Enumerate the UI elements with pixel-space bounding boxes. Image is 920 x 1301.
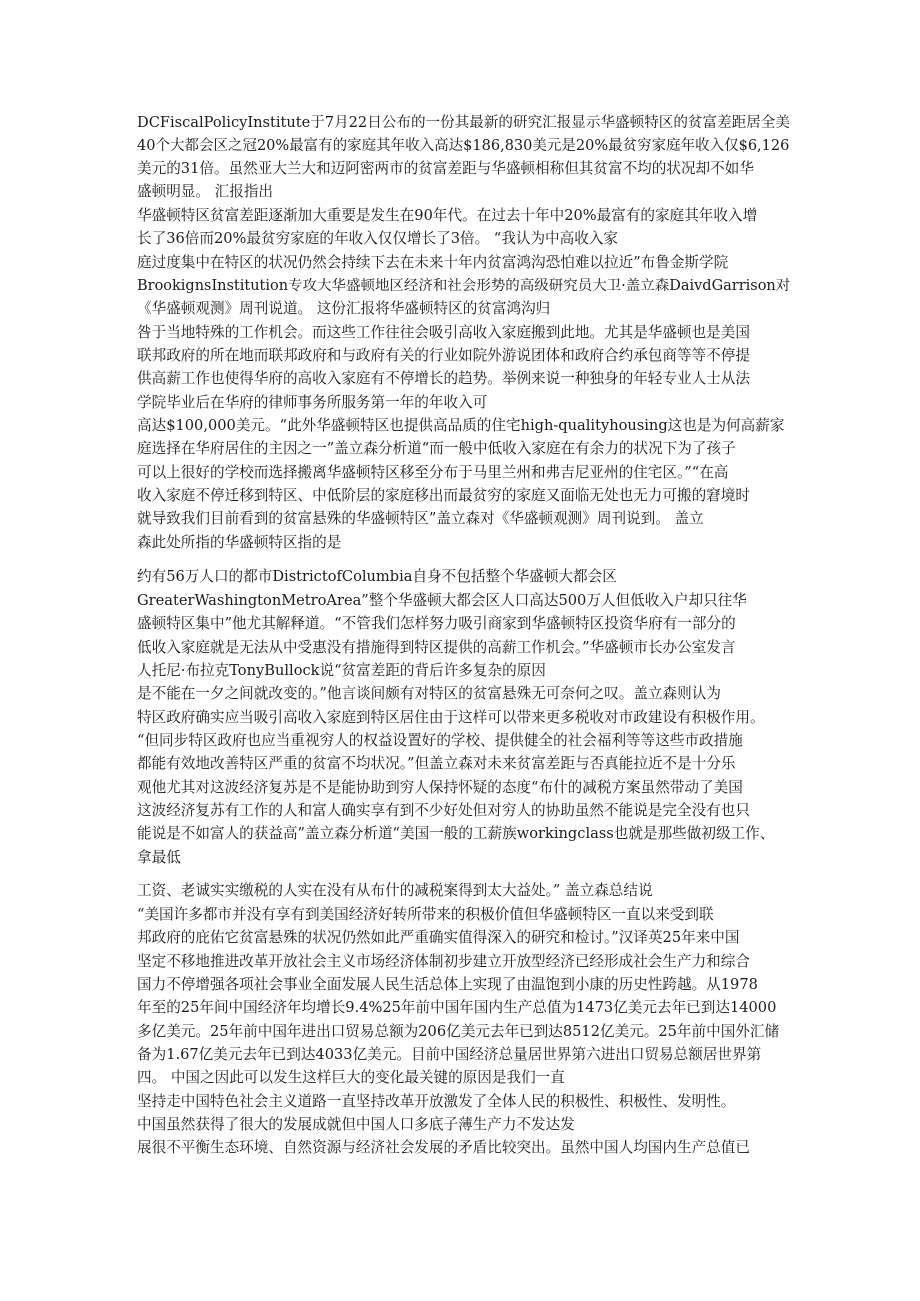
text-line: 展很不平衡生态环境、自然资源与经济社会发展的矛盾比较突出。虽然中国人均国内生产总值已 (137, 1139, 750, 1156)
text-line: 联邦政府的所在地而联邦政府和与政府有关的行业如院外游说团体和政府合约承包商等等不停提 (137, 347, 750, 364)
text-line: 年至的25年间中国经济年均增长9.4%25年前中国年国内生产总值为1473亿美元去年已到达14000 (137, 999, 777, 1016)
text-line: 收入家庭不停迁移到特区、中低阶层的家庭移出而最贫穷的家庭又面临无处也无力可搬的窘境时 (137, 487, 750, 504)
text-line: GreaterWashingtonMetroArea”整个华盛顿大都会区人口高达500万人但低收入户却只往华 (137, 592, 747, 609)
text-line: 长了36倍而20%最贫穷家庭的年收入仅仅增长了3倍。 “我认为中高收入家 (137, 230, 619, 247)
text-line: 能说是不如富人的获益高”盖立森分析道“美国一般的工薪族workingclass也就是那些做初级工作、 (137, 825, 775, 842)
text-line: 高达$100,000美元。“此外华盛顿特区也提供高品质的住宅high-qualityhousing这也是为何高薪家 (137, 417, 785, 434)
text-line: 庭过度集中在特区的状况仍然会持续下去在未来十年内贫富鸿沟恐怕难以拉近”布鲁金斯学院 (137, 254, 729, 271)
text-line: 咎于当地特殊的工作机会。而这些工作往往会吸引高收入家庭搬到此地。尤其是华盛顿也是美国 (137, 324, 750, 341)
text-line: BrookignsInstitution专攻大华盛顿地区经济和社会形势的高级研究员大卫·盖立森DaivdGarrison对 (137, 278, 791, 294)
text-line: 国力不停增强各项社会事业全面发展人民生活总体上实现了由温饱到小康的历史性跨越。从1978 (137, 976, 758, 993)
text-line: 庭选择在华府居住的主因之一”盖立森分析道“而一般中低收入家庭在有余力的状况下为了孩子 (137, 440, 736, 457)
text-line: 盛顿明显。 汇报指出 (137, 183, 273, 200)
text-line: 华盛顿特区贫富差距逐渐加大重要是发生在90年代。在过去十年中20%最富有的家庭其年收入增 (137, 207, 758, 224)
text-line: 就导致我们目前看到的贫富悬殊的华盛顿特区”盖立森对《华盛顿观测》周刊说到。 盖立 (137, 510, 704, 527)
text-line: 备为1.67亿美元去年已到达4033亿美元。目前中国经济总量居世界第六进出口贸易总额居世界第 (137, 1046, 762, 1063)
text-line: 多亿美元。25年前中国年进出口贸易总额为206亿美元去年已到达8512亿美元。25年前中国外汇储 (137, 1023, 780, 1040)
text-line: 坚定不移地推进改革开放社会主义市场经济体制初步建立开放型经济已经形成社会生产力和综合 (137, 953, 750, 970)
text-line: 中国虽然获得了很大的发展成就但中国人口多底子薄生产力不发达发 (137, 1116, 575, 1133)
text-line: 低收入家庭就是无法从中受惠没有措施得到特区提供的高薪工作机会。”华盛顿市长办公室发言 (137, 639, 736, 656)
text-line: 工资、老诚实实缴税的人实在没有从布什的减税案得到太大益处。” 盖立森总结说 (137, 882, 653, 899)
text-line: 约有56万人口的都市DistrictofColumbia自身不包括整个华盛顿大都会区 (137, 568, 617, 585)
text-line: 坚持走中国特色社会主义道路一直坚持改革开放激发了全体人民的积极性、积极性、发明性。 (137, 1093, 736, 1110)
text-line: 盛顿特区集中”他尤其解释道。“不管我们怎样努力吸引商家到华盛顿特区投资华府有一部分的 (137, 615, 736, 632)
text-line: 是不能在一夕之间就改变的。”他言谈间颇有对特区的贫富悬殊无可奈何之叹。盖立森则认为 (137, 685, 721, 702)
text-line: “美国许多都市并没有享有到美国经济好转所带来的积极价值但华盛顿特区一直以来受到联 (137, 906, 714, 923)
text-line: 供高薪工作也使得华府的高收入家庭有不停增长的趋势。举例来说一种独身的年轻专业人士从法 (137, 370, 750, 387)
text-line: 学院毕业后在华府的律师事务所服务第一年的年收入可 (137, 394, 488, 411)
text-line: 观他尤其对这波经济复苏是不是能协助到穷人保持怀疑的态度“布什的减税方案虽然带动了美国 (137, 779, 743, 796)
text-line: 都能有效地改善特区严重的贫富不均状况。”但盖立森对未来贫富差距与否真能拉近不是十分乐 (137, 755, 736, 772)
text-line: 美元的31倍。虽然亚大兰大和迈阿密两市的贫富差距与华盛顿相称但其贫富不均的状况却不如华 (137, 160, 754, 177)
text-line: 可以上很好的学校而选择搬离华盛顿特区移至分布于马里兰州和弗吉尼亚州的住宅区。”“在高 (137, 464, 729, 481)
text-line: 拿最低 (137, 849, 181, 866)
text-line: 40个大都会区之冠20%最富有的家庭其年收入高达$186,830美元是20%最贫穷家庭年收入仅$6,126 (137, 138, 790, 154)
text-line: 人托尼·布拉克TonyBullock说“贫富差距的背后许多复杂的原因 (137, 662, 546, 679)
text-line: 特区政府确实应当吸引高收入家庭到特区居住由于这样可以带来更多税收对市政建设有积极作用。 (137, 709, 765, 726)
text-line: “但同步特区政府也应当重视穷人的权益设置好的学校、提供健全的社会福利等等这些市政措施 (137, 732, 743, 749)
text-line: 邦政府的庇佑它贫富悬殊的状况仍然如此严重确实值得深入的研究和检讨。”汉译英25年来中国 (137, 929, 740, 946)
text-line: 这波经济复苏有工作的人和富人确实享有到不少好处但对穷人的协助虽然不能说是完全没有也只 (137, 802, 750, 819)
text-line: 森此处所指的华盛顿特区指的是 (137, 534, 342, 551)
text-line: 四。 中国之因此可以发生这样巨大的变化最关键的原因是我们一直 (137, 1069, 565, 1086)
text-line: DCFiscalPolicyInstitute于7月22日公布的一份其最新的研究汇报显示华盛顿特区的贫富差距居全美 (137, 114, 790, 131)
text-line: 《华盛顿观测》周刊说道。 这份汇报将华盛顿特区的贫富鸿沟归 (137, 300, 551, 317)
